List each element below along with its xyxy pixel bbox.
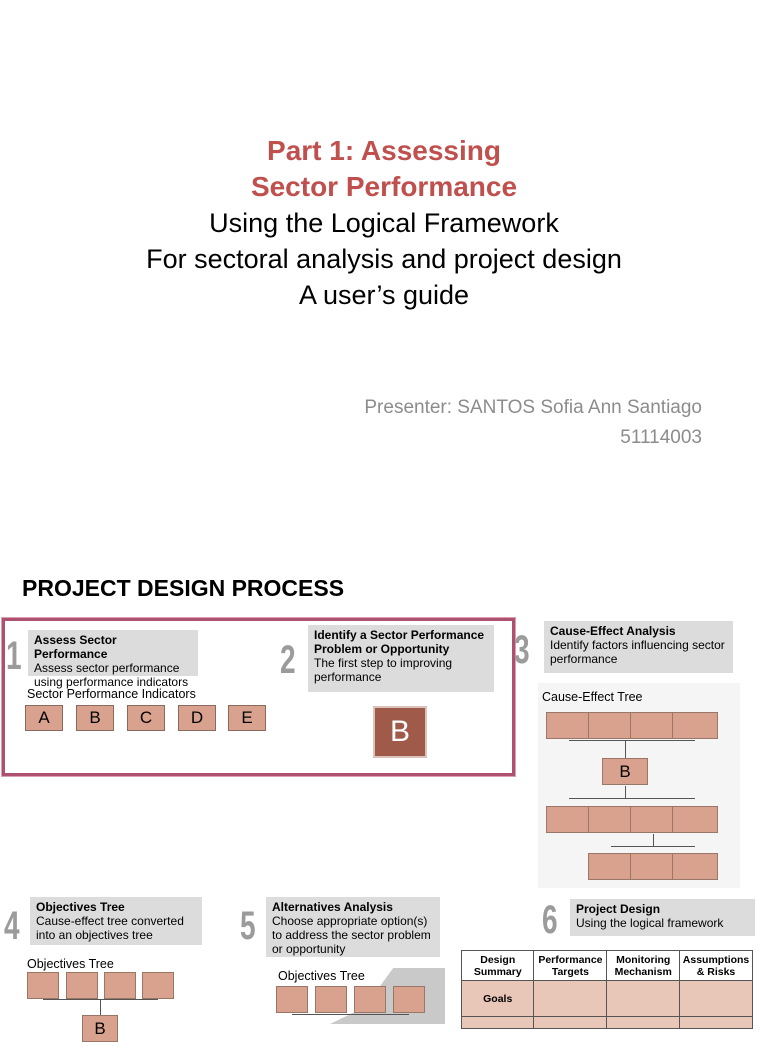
tree-connector bbox=[569, 798, 695, 799]
table-cell bbox=[607, 981, 680, 1017]
cause-effect-tree-label: Cause-Effect Tree bbox=[542, 690, 643, 704]
step-6-box bbox=[570, 899, 755, 936]
table-row bbox=[462, 981, 753, 1017]
step-1-title: Assess Sector Performance bbox=[34, 633, 117, 661]
tree-connector bbox=[292, 1014, 409, 1015]
title-line-1: Part 1: Assessing bbox=[267, 135, 501, 166]
tree-node bbox=[630, 853, 676, 880]
indicators-label: Sector Performance Indicators bbox=[27, 687, 196, 701]
presenter-name: Presenter: SANTOS Sofia Ann Santiago bbox=[364, 397, 702, 418]
step-6-desc: Using the logical framework bbox=[576, 916, 724, 930]
table-header-row bbox=[462, 951, 753, 981]
problem-b-box: B bbox=[373, 706, 427, 758]
tree-connector bbox=[611, 846, 695, 847]
step-4-desc: Cause-effect tree converted into an objectives tree bbox=[36, 914, 184, 942]
table-row bbox=[462, 1017, 753, 1029]
tree-node bbox=[588, 853, 634, 880]
tree-node bbox=[546, 806, 592, 833]
tree-node bbox=[672, 712, 718, 739]
process-slide bbox=[0, 548, 768, 1038]
tree-connector bbox=[625, 786, 626, 798]
tree-connector bbox=[653, 834, 654, 846]
step-2-number: 2 bbox=[280, 638, 296, 682]
process-heading: PROJECT DESIGN PROCESS bbox=[22, 575, 345, 601]
step-3-box bbox=[544, 621, 733, 673]
tree-node bbox=[672, 806, 718, 833]
presenter-block bbox=[364, 393, 702, 453]
subtitle-line-3: A user’s guide bbox=[298, 280, 470, 310]
tree-node bbox=[588, 712, 634, 739]
step-5-box bbox=[266, 897, 440, 957]
tree-node bbox=[27, 972, 59, 999]
table-cell bbox=[680, 981, 753, 1017]
tree-node bbox=[104, 972, 136, 999]
tree-node bbox=[630, 806, 676, 833]
tree-node bbox=[276, 986, 308, 1013]
tree-node bbox=[315, 986, 347, 1013]
subtitle-line-1: Using the Logical Framework bbox=[209, 208, 559, 238]
tree-node bbox=[630, 712, 676, 739]
step-3-number: 3 bbox=[514, 628, 530, 672]
step-1-desc: Assess sector performance using performance indicators bbox=[34, 661, 189, 689]
step-3-title: Cause-Effect Analysis bbox=[550, 624, 676, 638]
tree-node bbox=[546, 712, 592, 739]
indicator-c: C bbox=[127, 705, 165, 731]
title-block bbox=[0, 133, 768, 313]
indicator-a: A bbox=[25, 705, 63, 731]
step-5-desc: Choose appropriate option(s) to address the sector problem or opportunity bbox=[272, 914, 431, 956]
table-cell bbox=[462, 1017, 534, 1029]
table-cell bbox=[534, 981, 607, 1017]
header-assumptions-risks: Assumptions & Risks bbox=[680, 951, 753, 981]
step-4-number: 4 bbox=[4, 904, 20, 948]
tree-node bbox=[393, 986, 425, 1013]
tree-node bbox=[354, 986, 386, 1013]
tree-connector bbox=[569, 740, 695, 741]
header-performance-targets: Performance Targets bbox=[534, 951, 607, 981]
indicator-e: E bbox=[228, 705, 266, 731]
step-2-desc: The first step to improving performance bbox=[314, 656, 453, 684]
logframe-table bbox=[461, 950, 753, 1029]
step-1-box bbox=[28, 630, 198, 689]
table-cell bbox=[534, 1017, 607, 1029]
step-6-number: 6 bbox=[542, 898, 558, 942]
table-cell bbox=[680, 1017, 753, 1029]
step-1-number: 1 bbox=[6, 634, 22, 678]
indicator-d: D bbox=[178, 705, 216, 731]
row-goals: Goals bbox=[462, 981, 534, 1017]
step-6-title: Project Design bbox=[576, 902, 661, 916]
step-3-desc: Identify factors influencing sector performance bbox=[550, 638, 725, 666]
step-5-title: Alternatives Analysis bbox=[272, 900, 393, 914]
objectives-tree-label: Objectives Tree bbox=[27, 957, 114, 971]
table-cell bbox=[607, 1017, 680, 1029]
student-id: 51114003 bbox=[620, 427, 702, 448]
tree-connector bbox=[625, 740, 626, 758]
step-4-title: Objectives Tree bbox=[36, 900, 125, 914]
tree-node bbox=[66, 972, 98, 999]
title-line-2: Sector Performance bbox=[250, 171, 518, 202]
step-2-title: Identify a Sector Performance Problem or Opportunity bbox=[314, 628, 485, 656]
alternatives-tree-label: Objectives Tree bbox=[278, 969, 365, 983]
tree-node bbox=[588, 806, 634, 833]
tree-connector bbox=[100, 999, 101, 1015]
tree-node bbox=[142, 972, 174, 999]
header-design-summary: Design Summary bbox=[462, 951, 534, 981]
step-5-number: 5 bbox=[240, 904, 256, 948]
indicator-b: B bbox=[76, 705, 114, 731]
tree-node bbox=[672, 853, 718, 880]
tree-center-b: B bbox=[602, 758, 648, 785]
step-4-box bbox=[30, 897, 202, 945]
header-monitoring-mechanism: Monitoring Mechanism bbox=[607, 951, 680, 981]
subtitle-line-2: For sectoral analysis and project design bbox=[146, 244, 622, 274]
step-2-box bbox=[308, 625, 494, 692]
objectives-center-b: B bbox=[82, 1015, 118, 1042]
